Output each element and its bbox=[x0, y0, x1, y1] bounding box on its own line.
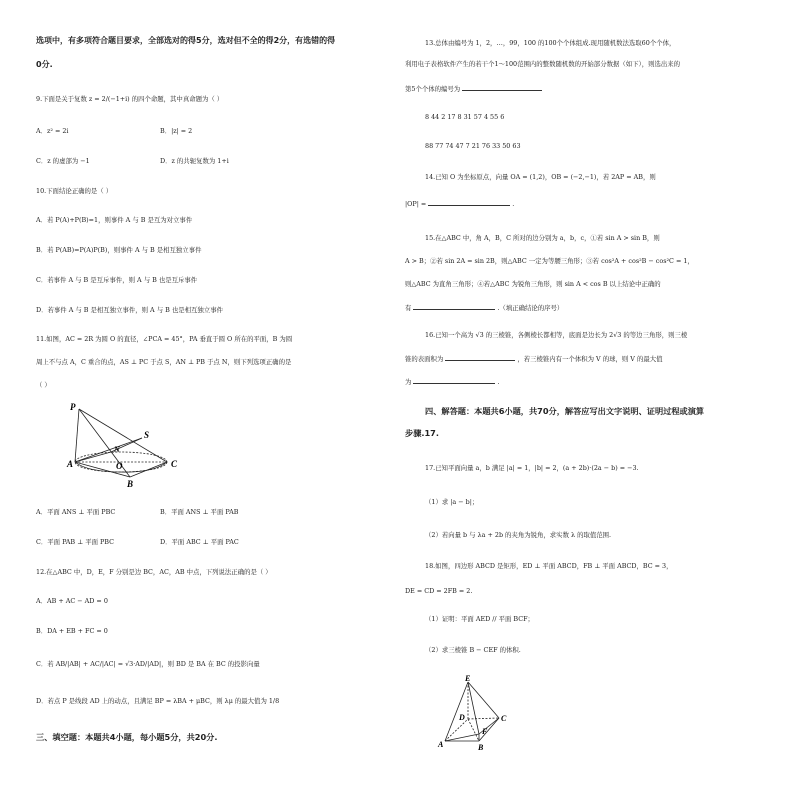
q18-figure bbox=[435, 674, 520, 754]
q18-line2: DE = CD = 2FB = 2. bbox=[405, 587, 473, 595]
fig11-label-b: B bbox=[127, 479, 134, 489]
q10-option-b: B．若 P(AB)=P(A)P(B)，则事件 A 与 B 是相互独立事件 bbox=[36, 246, 202, 254]
q11-option-a: A．平面 ANS ⊥ 平面 PBC bbox=[36, 508, 116, 516]
q15-line3: 则△ABC 为直角三角形；④若△ABC 为锐角三角形，则 sin A < cos B 以上结论中正确的 bbox=[405, 280, 661, 288]
q9-option-c: C．z 的虚部为 −1 bbox=[36, 157, 90, 165]
section-4-title-line2: 步骤.17. bbox=[405, 428, 439, 438]
fig11-label-o: O bbox=[116, 461, 123, 471]
fig11-label-p: P bbox=[70, 402, 76, 412]
q17-part-2: （2）若向量 b 与 λa + 2b 的夹角为锐角，求实数 λ 的取值范围. bbox=[425, 531, 612, 539]
q17-part-1: （1）求 |a − b|； bbox=[425, 498, 479, 506]
q11-line3: （ ） bbox=[36, 381, 51, 389]
q12-option-c: C．若 AB/|AB| + AC/|AC| = √3·AD/|AD|，则 BD 是 BA 在 BC 的投影向量 bbox=[36, 660, 260, 668]
section-4-title-line1: 四、解答题：本题共6小题，共70分，解答应写出文字说明、证明过程或演算 bbox=[425, 406, 705, 416]
q13-random-row2: 88 77 74 47 7 21 76 33 50 63 bbox=[425, 142, 521, 150]
fig18-label-b: B bbox=[478, 743, 484, 752]
q13-line1: 13.总体由编号为 1，2，…，99，100 的100个个体组成.现用随机数法选取60个个体， bbox=[425, 39, 676, 47]
q18-part-1: （1）证明：平面 AED // 平面 BCF； bbox=[425, 615, 534, 623]
q16-line2: 锥的表面积为 ，若三棱锥内有一个体积为 V 的球，则 V 的最大值 bbox=[405, 355, 663, 363]
q11-option-b: B．平面 ANS ⊥ 平面 PAB bbox=[160, 508, 239, 516]
q14-line2: |OP| = . bbox=[405, 200, 515, 208]
q9-option-d: D．z 的共轭复数为 1+i bbox=[160, 157, 229, 165]
q13-answer-blank[interactable] bbox=[462, 84, 542, 91]
fig11-label-s: S bbox=[144, 430, 150, 440]
q13-line3: 第5个个体的编号为 bbox=[405, 84, 544, 93]
fig18-label-e: E bbox=[465, 674, 471, 683]
q13-line2: 利用电子表格软件产生的若干个1～100范围内的整数随机数的开始部分数据（如下），则选出来的 bbox=[405, 60, 681, 68]
q11-line1: 11.如图，AC = 2R 为圆 O 的直径，∠PCA = 45°，PA 垂直于圆 O 所在的平面，B 为圆 bbox=[36, 335, 293, 343]
q15-line1: 15.在△ABC 中，角 A，B，C 所对的边分别为 a，b，c，①若 sin A > sin B，则 bbox=[425, 234, 660, 242]
q9-option-a: A．z² = 2i bbox=[36, 127, 69, 135]
q15-line4: 有 .（填正确结论的序号） bbox=[405, 304, 564, 312]
question-12: 12.在△ABC 中，D，E，F 分别是边 BC，AC，AB 中点，下列说法正确的是（ ） bbox=[36, 568, 272, 576]
q12-option-b: B．DA + EB + FC = 0 bbox=[36, 627, 108, 635]
section-intro-line1: 选项中，有多项符合题目要求，全部选对的得5分，选对但不全的得2分，有选错的得 bbox=[36, 36, 336, 45]
fig11-label-a: A bbox=[67, 459, 74, 469]
q16-volume-blank[interactable] bbox=[413, 377, 495, 384]
fig18-label-f: F bbox=[482, 727, 488, 736]
q12-option-a: A．AB + AC − AD = 0 bbox=[36, 597, 108, 605]
question-10: 10.下面结论正确的是（ ） bbox=[36, 187, 113, 195]
q16-line1: 16.已知一个高为 √3 的三棱锥，各侧棱长都相等，底面是边长为 2√3 的等边三角形，则三棱 bbox=[425, 331, 688, 339]
q18-part-2: （2）求三棱锥 B − CEF 的体积. bbox=[425, 646, 521, 654]
q10-option-a: A．若 P(A)+P(B)=1，则事件 A 与 B 是互为对立事件 bbox=[36, 216, 193, 224]
q11-option-c: C．平面 PAB ⊥ 平面 PBC bbox=[36, 538, 115, 546]
q9-option-b: B．|z| = 2 bbox=[160, 127, 193, 135]
section-3-title: 三、填空题：本题共4小题，每小题5分，共20分. bbox=[36, 732, 218, 742]
fig18-label-c: C bbox=[501, 714, 507, 723]
question-17: 17.已知平面向量 a，b 满足 |a| = 1，|b| = 2，(a + 2b)·(2a − b) = −3. bbox=[425, 464, 639, 472]
q11-option-d: D．平面 ABC ⊥ 平面 PAC bbox=[160, 538, 239, 546]
q11-line2: 周上不与点 A，C 重合的点，AS ⊥ PC 于点 S，AN ⊥ PB 于点 N，则下列选项正确的是 bbox=[36, 358, 292, 366]
fig18-label-d: D bbox=[459, 713, 465, 722]
question-9: 9.下面是关于复数 z = 2/(−1+i) 的四个命题，其中真命题为（ ） bbox=[36, 95, 224, 103]
q11-figure bbox=[68, 400, 190, 492]
q14-line1: 14.已知 O 为坐标原点，向量 OA = (1,2)，OB = (−2,−1)，若 2AP = AB，则 bbox=[425, 173, 656, 181]
q16-area-blank[interactable] bbox=[445, 354, 515, 361]
fig11-label-c: C bbox=[171, 459, 178, 469]
q10-option-c: C．若事件 A 与 B 是互斥事件，则 A 与 B 也是互斥事件 bbox=[36, 276, 198, 284]
q15-line2: A > B；②若 sin 2A = sin 2B，则△ABC 一定为等腰三角形；③若 cos²A + cos²B − cos²C = 1， bbox=[405, 257, 694, 265]
fig18-label-a: A bbox=[438, 740, 444, 749]
q16-line3: 为 . bbox=[405, 378, 500, 386]
q12-option-d: D．若点 P 是线段 AD 上的动点，且满足 BP = λBA + μBC，则 λμ 的最大值为 1/8 bbox=[36, 697, 280, 705]
q10-option-d: D．若事件 A 与 B 是相互独立事件，则 A 与 B 也是相互独立事件 bbox=[36, 306, 223, 314]
fig11-label-n: N bbox=[114, 445, 120, 454]
section-intro-line2: 0分. bbox=[36, 60, 53, 69]
q18-line1: 18.如图，四边形 ABCD 是矩形，ED ⊥ 平面 ABCD，FB ⊥ 平面 ABCD，BC = 3， bbox=[425, 562, 673, 570]
q13-random-row1: 8 44 2 17 8 31 57 4 55 6 bbox=[425, 113, 505, 121]
q14-answer-blank[interactable] bbox=[428, 199, 510, 206]
q15-answer-blank[interactable] bbox=[413, 303, 495, 310]
